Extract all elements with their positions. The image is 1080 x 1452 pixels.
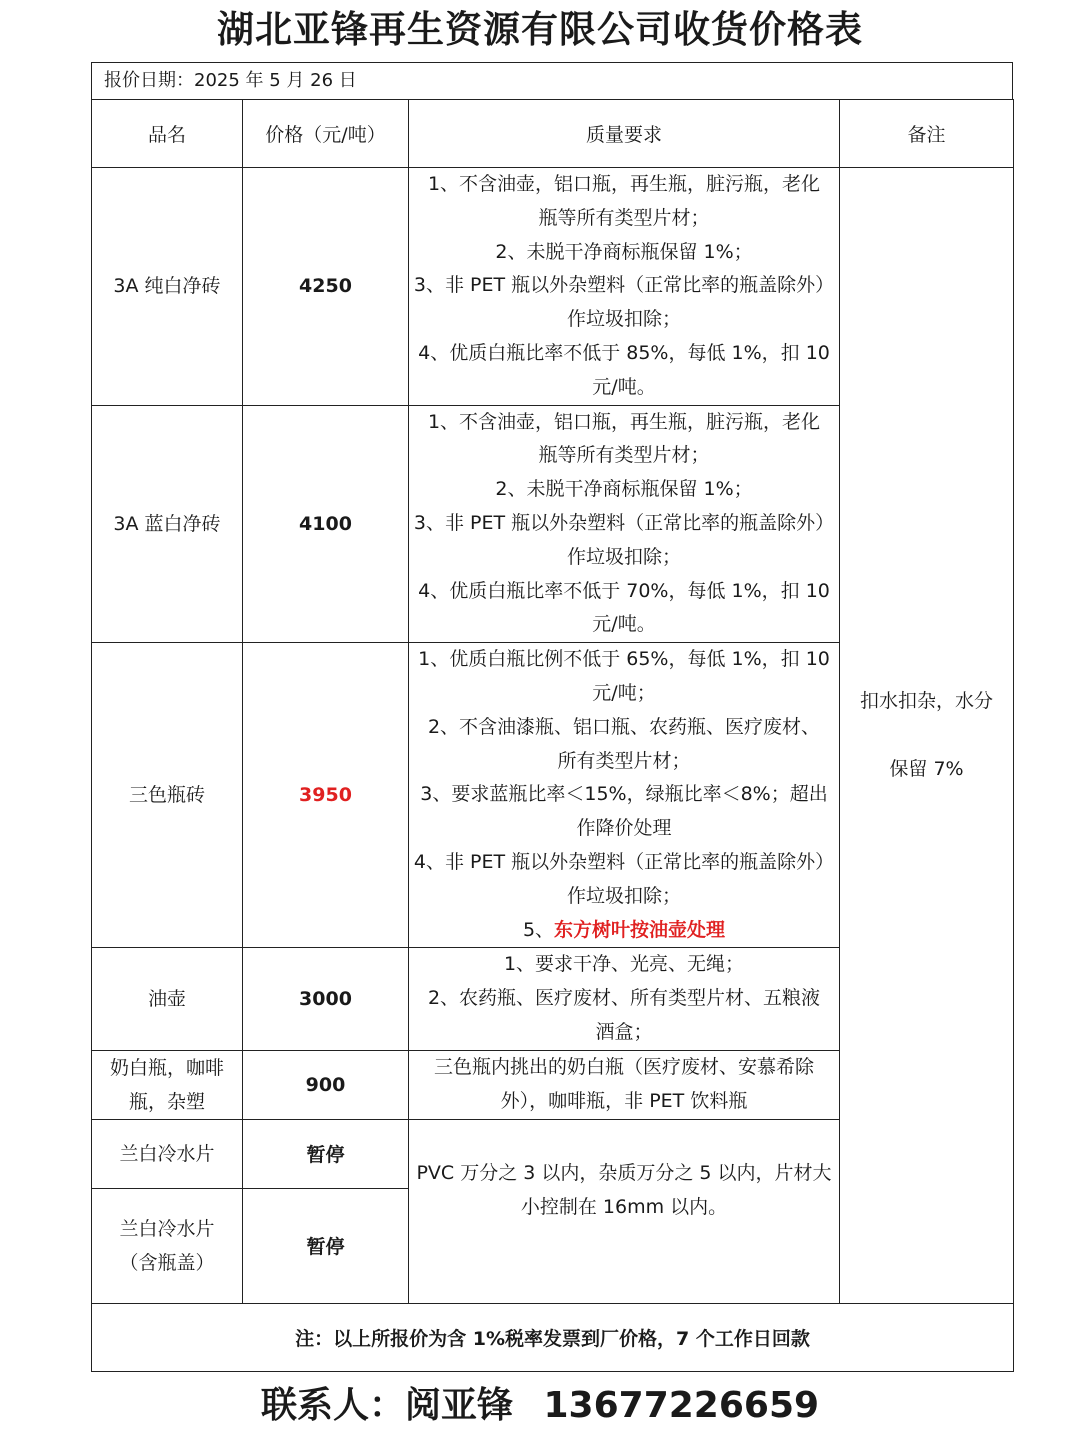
product-name: 3A 蓝白净砖	[92, 405, 243, 643]
price-note: 注：以上所报价为含 1%税率发票到厂价格，7 个工作日回款	[92, 1303, 1014, 1371]
quality-line: 小控制在 16mm 以内。	[520, 1196, 728, 1219]
quality-line: 1、要求干净、光亮、无绳；	[503, 953, 745, 976]
quality-line: 1、优质白瓶比例不低于 65%，每低 1%，扣 10	[418, 648, 830, 671]
quality-line: 酒盒；	[595, 1020, 653, 1043]
quality-line: PVC 万分之 3 以内，杂质万分之 5 以内，片材大	[416, 1162, 832, 1185]
remark-line: 保留 7%	[889, 758, 964, 781]
quality-line: 3、非 PET 瓶以外杂塑料（正常比率的瓶盖除外）	[413, 511, 835, 534]
quality-requirements	[409, 948, 840, 1050]
product-name-line: （含瓶盖）	[119, 1251, 215, 1274]
quality-line: 4、非 PET 瓶以外杂塑料（正常比率的瓶盖除外）	[413, 850, 835, 873]
quality-requirements	[409, 168, 840, 406]
quality-line: 3、非 PET 瓶以外杂塑料（正常比率的瓶盖除外）	[413, 274, 835, 297]
quality-line: 1、不含油壶，铝口瓶，再生瓶，脏污瓶，老化	[427, 410, 821, 433]
quality-line: 瓶等所有类型片材；	[538, 444, 710, 467]
product-name: 油壶	[92, 948, 243, 1050]
product-price: 900	[243, 1050, 409, 1119]
product-name: 3A 纯白净砖	[92, 168, 243, 406]
quality-requirements	[409, 643, 840, 948]
product-price: 3950	[243, 643, 409, 948]
contact-phone: 13677226659	[543, 1385, 820, 1426]
product-name	[92, 1188, 243, 1303]
quality-line: 2、农药瓶、医疗废材、所有类型片材、五粮液	[427, 987, 821, 1010]
quality-line: 瓶等所有类型片材；	[538, 206, 710, 229]
product-price: 3000	[243, 948, 409, 1050]
product-price: 4250	[243, 168, 409, 406]
quality-highlight-text: 东方树叶按油壶处理	[554, 918, 726, 941]
remark-line: 扣水扣杂，水分	[859, 690, 993, 713]
product-name-line: 奶白瓶，咖啡	[109, 1056, 224, 1079]
quality-line: 作垃圾扣除；	[566, 884, 681, 907]
product-name-line: 瓶，杂塑	[128, 1090, 205, 1113]
price-table	[91, 99, 1014, 1372]
quality-line: 2、不含油漆瓶、铝口瓶、农药瓶、医疗废材、	[427, 715, 821, 738]
product-name-line: 兰白冷水片	[119, 1217, 215, 1240]
table-footer-row	[92, 1303, 1014, 1371]
quality-line: 2、未脱干净商标瓶保留 1%；	[495, 478, 753, 501]
shared-quality-requirements	[409, 1119, 840, 1303]
remark-cell	[840, 168, 1014, 1304]
header-price: 价格（元/吨）	[243, 100, 409, 168]
product-name	[92, 1050, 243, 1119]
quality-line: 作垃圾扣除；	[566, 545, 681, 568]
quality-line: 元/吨；	[592, 681, 656, 704]
quality-line: 4、优质白瓶比率不低于 85%，每低 1%，扣 10	[418, 341, 830, 364]
product-price: 4100	[243, 405, 409, 643]
quality-requirements	[409, 405, 840, 643]
header-remark: 备注	[840, 100, 1014, 168]
table-row	[92, 168, 1014, 406]
quality-line: 作降价处理	[576, 817, 672, 840]
quality-line: 外），咖啡瓶，非 PET 饮料瓶	[500, 1089, 748, 1112]
quality-line: 3、要求蓝瓶比率＜15%，绿瓶比率＜8%；超出	[420, 783, 828, 806]
contact-info	[0, 1378, 1080, 1434]
product-price: 暂停	[243, 1119, 409, 1188]
header-quality: 质量要求	[409, 100, 840, 168]
quality-line-highlight	[409, 914, 839, 948]
contact-label: 联系人：阅亚锋	[260, 1385, 513, 1426]
quality-line: 所有类型片材；	[557, 749, 691, 772]
quality-line: 三色瓶内挑出的奶白瓶（医疗废材、安慕希除	[433, 1055, 814, 1078]
quality-line: 1、不含油壶，铝口瓶，再生瓶，脏污瓶，老化	[427, 173, 821, 195]
product-price: 暂停	[243, 1188, 409, 1303]
table-header-row	[92, 100, 1014, 168]
page-title: 湖北亚锋再生资源有限公司收货价格表	[217, 8, 863, 51]
quality-requirements	[409, 1050, 840, 1119]
quality-prefix: 5、	[522, 918, 555, 941]
quality-line: 4、优质白瓶比率不低于 70%，每低 1%，扣 10	[418, 579, 830, 602]
product-name: 三色瓶砖	[92, 643, 243, 948]
quality-line: 2、未脱干净商标瓶保留 1%；	[495, 240, 753, 263]
quote-date: 报价日期：2025 年 5 月 26 日	[91, 62, 1013, 99]
quality-line: 元/吨。	[592, 375, 656, 398]
header-name: 品名	[92, 100, 243, 168]
product-name: 兰白冷水片	[92, 1119, 243, 1188]
quality-line: 作垃圾扣除；	[566, 308, 681, 331]
quality-line: 元/吨。	[592, 613, 656, 636]
